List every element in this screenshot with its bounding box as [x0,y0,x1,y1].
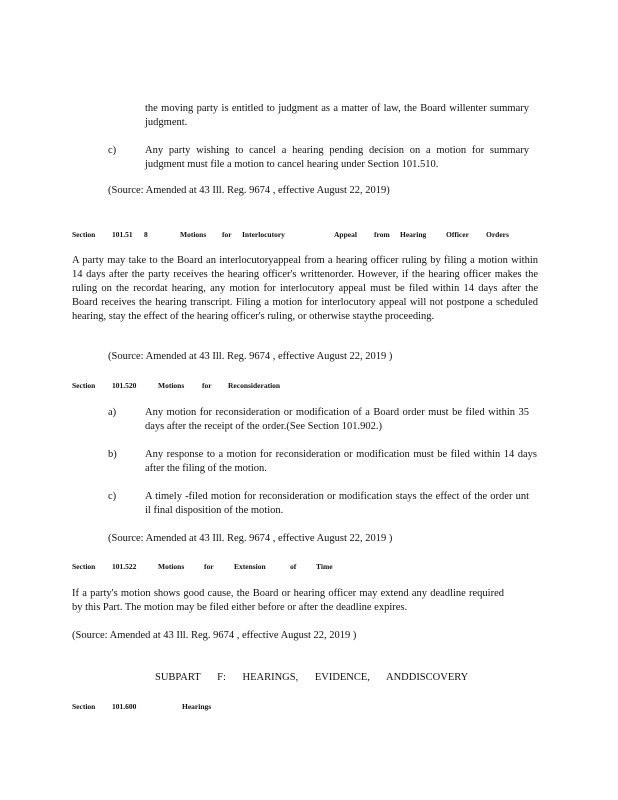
section-label: Section [72,381,96,390]
section-heading-101-600 [72,702,211,712]
heading-word: from [374,230,390,239]
heading-word: Officer [446,230,469,239]
item-c-text: A timely -filed motion for reconsideration or modification stays the effect of the order unt il final disposition of the motion. [145,491,529,516]
section-number: 101.51 [112,230,133,239]
heading-word: Motions [158,562,185,571]
section-label: Section [72,230,96,239]
heading-word: Hearing [400,230,427,239]
section-heading-101-518 [72,230,509,240]
source-note: (Source: Amended at 43 Ill. Reg. 9674 , effective August 22, 2019 ) [108,351,393,362]
item-a-label: a) [108,407,117,418]
heading-word: for [222,230,232,239]
heading-word: Orders [486,230,509,239]
section-label: Section [72,562,96,571]
source-note: (Source: Amended at 43 Ill. Reg. 9674 , effective August 22, 2019 ) [108,533,393,544]
section-heading-101-520 [72,381,280,391]
section-number: 101.520 [112,381,137,390]
item-c-label: c) [108,491,117,502]
section-number: 101.522 [112,562,137,571]
section-heading-101-522 [72,562,333,572]
heading-word: Interlocutory [242,230,285,239]
section-522-body: If a party's motion shows good cause, the Board or hearing officer may extend any deadline required by this Part. The motion may be filed either before or after the deadline expires. [72,588,504,613]
section-number-suffix: 8 [144,230,148,239]
heading-word: Motions [158,381,185,390]
item-a-text: Any motion for reconsideration or modification of a Board order must be filed within 35 days after the receipt of the order.(See Section 101.902.) [145,407,529,432]
source-note: (Source: Amended at 43 Ill. Reg. 9674 , effective August 22, 2019) [108,185,390,196]
heading-word: Hearings [182,702,212,711]
heading-word: Reconsideration [228,381,281,390]
heading-word: for [204,562,214,571]
section-number: 101.600 [112,702,137,711]
item-b-label: b) [108,449,117,460]
heading-word: of [290,562,297,571]
source-note: (Source: Amended at 43 Ill. Reg. 9674 , effective August 22, 2019 ) [72,630,357,641]
heading-word: for [202,381,212,390]
item-b-text: Any response to a motion for reconsideration or modification must be filed within 14 days after the filing of the motion. [145,449,537,474]
heading-word: Appeal [334,230,357,239]
subpart-heading: SUBPART F: HEARINGS, EVIDENCE, ANDDISCOVERY [155,672,469,683]
summary-judgment-text: the moving party is entitled to judgment as a matter of law, the Board willenter summary judgment. [145,103,529,128]
heading-word: Time [316,562,333,571]
section-label: Section [72,702,96,711]
item-c-label: c) [108,145,117,156]
heading-word: Motions [180,230,207,239]
item-c-text: Any party wishing to cancel a hearing pending decision on a motion for summary judgment must file a motion to cancel hearing under Section 101.510. [145,145,529,170]
section-518-body: A party may take to the Board an interlocutoryappeal from a hearing officer ruling by filing a motion within 14 days after the party receives the hearing officer's writtenorder. However, if the hearing officer makes the ruling on the recordat hearing, any motion for interlocutory appeal must be filed within 14 days after the Board receives the hearing transcript. Filing a motion for interlocutory appeal will not postpone a scheduled hearing, stay the effect of the hearing officer's ruling, or otherwise staythe proceeding. [72,255,538,322]
heading-word: Extension [234,562,266,571]
